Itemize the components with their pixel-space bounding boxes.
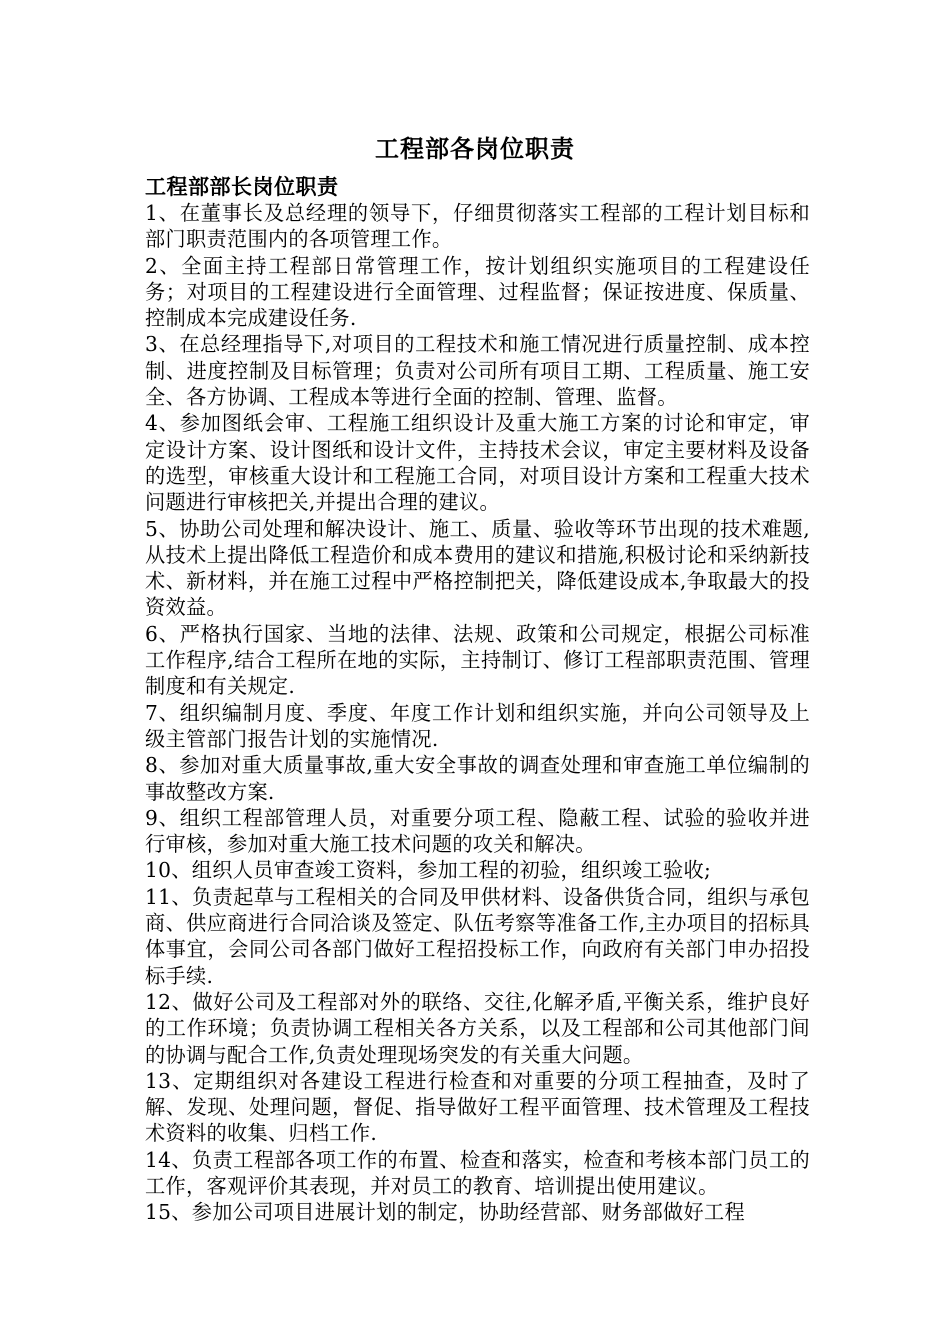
- section-heading: 工程部部长岗位职责: [145, 174, 339, 199]
- duty-item-8: 8、参加对重大质量事故,重大安全事故的调查处理和审查施工单位编制的事故整改方案.: [145, 753, 810, 804]
- duty-item-13: 13、定期组织对各建设工程进行检查和对重要的分项工程抽查，及时了解、发现、处理问题，督促、指导做好工程平面管理、技术管理及工程技术资料的收集、归档工作.: [145, 1068, 810, 1146]
- duty-item-3: 3、在总经理指导下,对项目的工程技术和施工情况进行质量控制、成本控制、进度控制及目标管理；负责对公司所有项目工期、工程质量、施工安全、各方协调、工程成本等进行全面的控制、管理、监督。: [145, 332, 810, 410]
- duty-item-7: 7、组织编制月度、季度、年度工作计划和组织实施，并向公司领导及上级主管部门报告计划的实施情况.: [145, 700, 810, 751]
- duty-item-9: 9、组织工程部管理人员，对重要分项工程、隐蔽工程、试验的验收并进行审核，参加对重大施工技术问题的攻关和解决。: [145, 805, 810, 857]
- document-body: [145, 173, 810, 1226]
- duty-item-11: 11、负责起草与工程相关的合同及甲供材料、设备供货合同，组织与承包商、供应商进行合同洽谈及签定、队伍考察等准备工作,主办项目的招标具体事宜，会同公司各部门做好工程招投标工作，向政府有关部门申办招投标手续.: [145, 884, 810, 988]
- duty-item-14: 14、负责工程部各项工作的布置、检查和落实，检查和考核本部门员工的工作，客观评价其表现，并对员工的教育、培训提出使用建议。: [145, 1147, 810, 1198]
- duty-item-6: 6、严格执行国家、当地的法律、法规、政策和公司规定，根据公司标准工作程序,结合工程所在地的实际，主持制订、修订工程部职责范围、管理制度和有关规定.: [145, 621, 810, 699]
- duty-item-4: 4、参加图纸会审、工程施工组织设计及重大施工方案的讨论和审定，审定设计方案、设计图纸和设计文件，主持技术会议，审定主要材料及设备的选型，审核重大设计和工程施工合同，对项目设计方案和工程重大技术问题进行审核把关,并提出合理的建议。: [145, 411, 810, 515]
- duty-item-10: 10、组织人员审查竣工资料，参加工程的初验，组织竣工验收;: [145, 858, 712, 883]
- duty-item-15: 15、参加公司项目进展计划的制定，协助经营部、财务部做好工程: [145, 1200, 745, 1225]
- document-title: 工程部各岗位职责: [375, 134, 575, 163]
- duty-item-1: 1、在董事长及总经理的领导下，仔细贯彻落实工程部的工程计划目标和部门职责范围内的各项管理工作。: [145, 201, 810, 252]
- duty-item-2: 2、全面主持工程部日常管理工作，按计划组织实施项目的工程建设任务；对项目的工程建设进行全面管理、过程监督；保证按进度、保质量、控制成本完成建设任务.: [145, 253, 810, 331]
- duty-item-5: 5、协助公司处理和解决设计、施工、质量、验收等环节出现的技术难题,从技术上提出降低工程造价和成本费用的建议和措施,积极讨论和采纳新技术、新材料，并在施工过程中严格控制把关，降低建设成本,争取最大的投资效益。: [145, 516, 810, 620]
- duty-item-12: 12、做好公司及工程部对外的联络、交往,化解矛盾,平衡关系，维护良好的工作环境；负责协调工程相关各方关系，以及工程部和公司其他部门间的协调与配合工作,负责处理现场突发的有关重大问题。: [145, 989, 810, 1067]
